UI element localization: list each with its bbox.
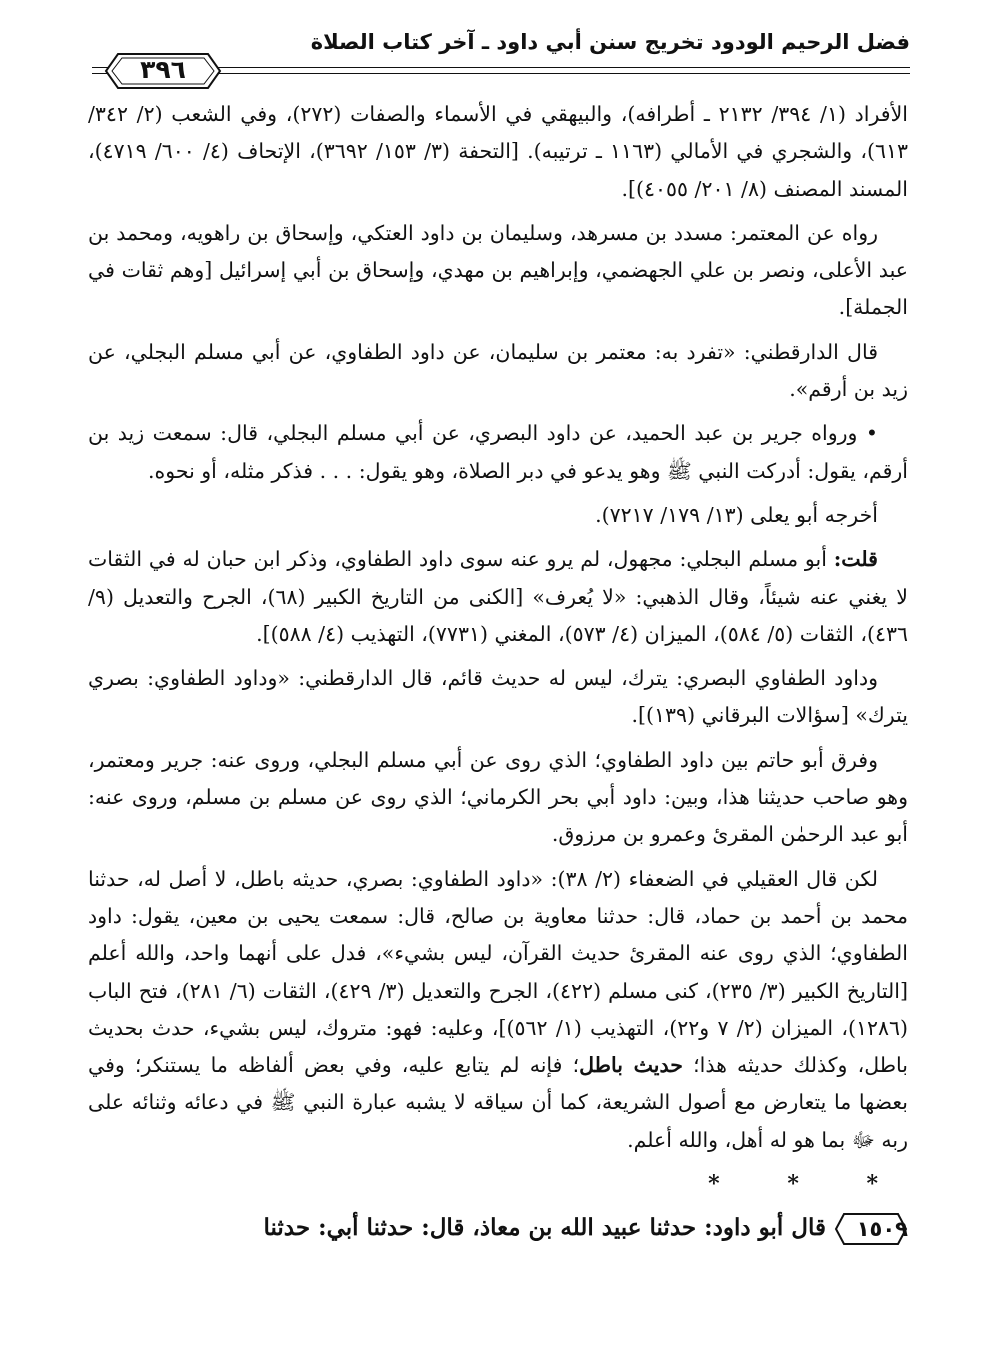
page-number-badge [104, 52, 222, 90]
paragraph-tufawi: وداود الطفاوي البصري: يترك، ليس له حديث قائم، قال الدارقطني: «وداود الطفاوي: بصري يترك» [سؤالات البرقاني (١٣٩)]. [88, 666, 908, 728]
paragraph-jarir-narration: • ورواه جرير بن عبد الحميد، عن داود البصري، عن أبي مسلم البجلي، قال: سمعت زيد بن أرقم، يقول: أدركت النبي ﷺ وهو يدعو في دبر الصلاة، وهو يقول: . . . فذكر مثله، أو نحوه. [88, 421, 908, 483]
page-header [92, 18, 910, 88]
paragraph-abu-muslim [88, 541, 908, 653]
paragraph-uqayli [88, 861, 908, 1159]
hadith-number: ١٥٠٩ [856, 1217, 908, 1242]
paragraph-abu-muslim-text: أبو مسلم البجلي: مجهول، لم يرو عنه سوى داود الطفاوي، وذكر ابن حبان له في الثقات لا يغني عنه شيئاً، وقال الذهبي: «لا يُعرف» [الكنى من التاريخ الكبير (٦٨)، الجرح والتعديل (٩/ ٤٣٦)، الثقات (٥/ ٥٨٤)، الميزان (٤/ ٥٧٣)، المغني (٧٧٣١)، التهذيب (٤/ ٥٨٨)]. [88, 547, 908, 646]
paragraph-uqayli-text: لكن قال العقيلي في الضعفاء (٢/ ٣٨): «داود الطفاوي: بصري، حديثه باطل، لا أصل له، حدثنا محمد بن أحمد بن حماد، قال: حدثنا معاوية بن صالح، قال: سمعت يحيى بن معين، يقول: داود الطفاوي؛ الذي روى عنه المقرئ حديث القرآن، ليس بشيء»، فدل على أنهما واحد، والله أعلم [التاريخ الكبير (٣/ ٢٣٥)، كنى مسلم (٤٢٢)، الجرح والتعديل (٣/ ٤٢٩)، الثقات (٦/ ٢٨١)، فتح الباب (١٢٨٦)، الميزان (٢/ ٧ و٢٢)، التهذيب (١/ ٥٦٢)]، وعليه: فهو: متروك، ليس بشيء، حدث بحديث باطل، وكذلك حديثه هذا؛ [88, 866, 909, 1078]
body-text [88, 96, 908, 1247]
paragraph-abu-hatim: وفرق أبو حاتم بين داود الطفاوي؛ الذي روى عن أبي مسلم البجلي، وروى عنه: جرير ومعتمر، وهو صاحب حديثنا هذا، وبين: داود أبي بحر الكرماني؛ الذي روى عن مسلم بن مسلم، وروى عنه: أبو عبد الرحمٰن المقرئ وعمرو بن مرزوق. [88, 747, 908, 847]
paragraph-narrators: رواه عن المعتمر: مسدد بن مسرهد، وسليمان بن داود العتكي، وإسحاق بن راهويه، ومحمد بن عبد الأعلى، ونصر بن علي الجهضمي، وإبراهيم بن مهدي، وإسحاق بن أبي إسرائيل [وهم ثقات في الجملة]. [88, 220, 908, 320]
hadith-number-badge [834, 1212, 908, 1246]
hadith-text: قال أبو داود: حدثنا عبيد الله بن معاذ، قال: حدثنا أبي: حدثنا [263, 1214, 826, 1242]
paragraph-uqayli-tail: ؛ فإنه لم يتابع عليه، وفي بعض ألفاظه ما يستنكر؛ وفي بعضها ما يتعارض مع أصول الشريعة، كما أن سياقه لا يشبه عبارة النبي ﷺ في دعائه وثنائه على ربه ﷻ بما هو له أهل، والله أعلم. [88, 1053, 908, 1152]
paragraph-daraqutni: قال الدارقطني: «تفرد به: معتمر بن سليمان، عن داود الطفاوي، عن أبي مسلم البجلي، عن زيد بن أرقم». [88, 339, 908, 402]
hadith-line [88, 1209, 908, 1247]
running-title: فضل الرحيم الودود تخريج سنن أبي داود ـ آخر كتاب الصلاة [310, 30, 910, 54]
paragraph-citations: الأفراد (١/ ٣٩٤/ ٢١٣٢ ـ أطرافه)، والبيهقي في الأسماء والصفات (٢٧٢)، وفي الشعب (٢/ ٣٤٢/ ٦١٣)، والشجري في الأمالي (١١٦٣ ـ ترتيبه). [التحفة (٣/ ١٥٣/ ٣٦٩٢)، الإتحاف (٤/ ٦٠٠/ ٤٧١٩)، المسند المصنف (٨/ ٢٠١/ ٤٠٥٥)]. [88, 102, 909, 201]
paragraph-abu-yala: أخرجه أبو يعلى (١٣/ ١٧٩/ ٧٢١٧). [595, 502, 878, 527]
paragraph-lead-word: قلت: [833, 547, 878, 572]
section-separator: * * * [708, 1171, 908, 1198]
ruling-bold: حديث باطل [579, 1053, 683, 1078]
page-number: ٣٩٦ [140, 55, 186, 84]
